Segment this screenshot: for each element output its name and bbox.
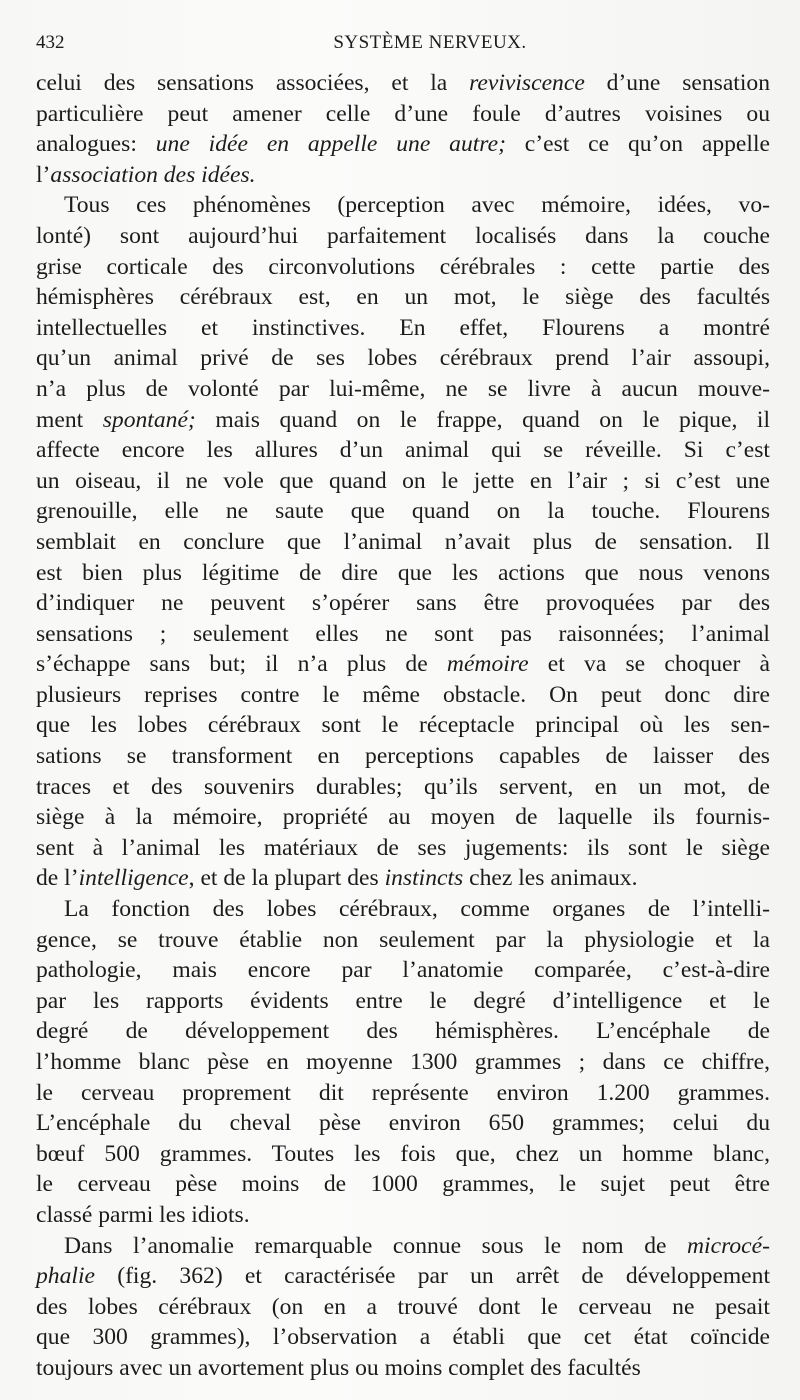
text-run: hémisphères cérébraux est, en un mot, le siège des facultés: [36, 284, 770, 311]
text-run: l’homme blanc pèse en moyenne 1300 grammes ; dans ce chiffre,: [36, 1049, 770, 1075]
text-line: [36, 313, 770, 344]
text-run: chez les animaux.: [463, 865, 638, 892]
text-line: [36, 558, 770, 589]
text-run: qu’un animal privé de ses lobes cérébraux prend l’air assoupi,: [36, 345, 770, 372]
text-run: La fonction des lobes cérébraux, comme organes de l’intelli-: [64, 896, 770, 923]
text-line: [36, 1231, 770, 1262]
italic-run: phalie: [36, 1263, 95, 1290]
text-run: d’une sensation: [584, 70, 771, 96]
text-line: [36, 1047, 770, 1078]
text-line: [36, 1322, 770, 1353]
italic-run: mémoire: [446, 651, 529, 678]
text-line: [36, 374, 770, 405]
text-line: [36, 863, 770, 894]
italic-run: reviviscence: [469, 70, 585, 96]
text-line: [36, 955, 770, 986]
text-run: L’encéphale du cheval pèse environ 650 grammes; celui du: [36, 1110, 770, 1137]
text-run: l’: [36, 161, 51, 188]
text-run: sensations ; seulement elles ne sont pas raisonnées; l’animal: [36, 620, 770, 647]
text-line: [36, 1016, 770, 1047]
text-run: traces et des souvenirs durables; qu’ils servent, en un mot, de: [36, 773, 770, 800]
text-line: [36, 588, 770, 619]
text-line: [36, 343, 770, 374]
text-line: [36, 435, 770, 466]
text-run: gence, se trouve établie non seulement par la physiologie et la: [36, 926, 770, 953]
text-run: toujours avec un avortement plus ou moins complet des facultés: [36, 1354, 641, 1381]
text-line: [36, 1200, 770, 1231]
italic-run: spontané;: [102, 406, 196, 433]
text-line: [36, 649, 770, 680]
text-run: grise corticale des circonvolutions cérébrales : cette partie des: [36, 253, 770, 280]
text-run: de l’: [36, 865, 79, 892]
text-run: c’est ce qu’on appelle: [505, 131, 770, 158]
text-line: [36, 680, 770, 711]
text-run: classé parmi les idiots.: [36, 1201, 250, 1228]
italic-run: une idée en appelle une autre;: [155, 131, 506, 158]
text-line: [36, 190, 770, 221]
text-run: siège à la mémoire, propriété au moyen de laquelle ils fournis-: [36, 804, 770, 831]
running-head: SYSTÈME NERVEUX.: [333, 32, 527, 53]
text-line: [36, 282, 770, 313]
text-run: ment: [36, 406, 103, 433]
text-line: [36, 894, 770, 925]
italic-run: intelligence: [78, 865, 189, 892]
text-line: [36, 68, 770, 99]
text-run: par les rapports évidents entre le degré d’intelligence et le: [36, 987, 770, 1014]
text-run: particulière peut amener celle d’une foule d’autres voisines ou: [36, 100, 770, 127]
text-line: [36, 1261, 770, 1292]
text-run: un oiseau, il ne vole que quand on le jette en l’air ; si c’est une: [36, 467, 770, 494]
text-line: [36, 772, 770, 803]
text-run: le cerveau pèse moins de 1000 grammes, le sujet peut être: [36, 1171, 770, 1198]
text-line: [36, 986, 770, 1017]
text-run: pathologie, mais encore par l’anatomie comparée, c’est-à-dire: [36, 957, 770, 984]
text-run: est bien plus légitime de dire que les actions que nous venons: [36, 559, 770, 586]
text-run: des lobes cérébraux (on en a trouvé dont le cerveau ne pesait: [36, 1293, 770, 1320]
body-text: [36, 68, 770, 1384]
text-line: [36, 741, 770, 772]
text-run: analogues:: [36, 131, 156, 158]
text-run: intellectuelles et instinctives. En effet, Flourens a montré: [36, 314, 770, 341]
text-run: plusieurs reprises contre le même obstacle. On peut donc dire: [36, 681, 770, 708]
text-run: n’a plus de volonté par lui-même, ne se livre à aucun mouve-: [36, 375, 770, 402]
text-line: [36, 833, 770, 864]
text-run: (fig. 362) et caractérisée par un arrêt de développement: [94, 1263, 770, 1290]
text-line: [36, 1108, 770, 1139]
text-run: mais quand on le frappe, quand on le pique, il: [195, 406, 770, 433]
text-line: [36, 1078, 770, 1109]
text-run: que 300 grammes), l’observation a établi que cet état coïncide: [36, 1324, 770, 1351]
text-run: et va se choquer à: [528, 651, 771, 678]
text-run: affecte encore les allures d’un animal qui se réveille. Si c’est: [36, 437, 770, 464]
text-line: [36, 129, 770, 160]
italic-run: microcé-: [687, 1232, 770, 1259]
text-line: [36, 925, 770, 956]
text-run: degré de développement des hémisphères. L’encéphale de: [36, 1018, 770, 1045]
text-line: [36, 1169, 770, 1200]
page-header: [36, 32, 764, 58]
text-run: bœuf 500 grammes. Toutes les fois que, chez un homme blanc,: [36, 1140, 770, 1167]
text-run: s’échappe sans but; il n’a plus de: [36, 651, 447, 678]
text-run: celui des sensations associées, et la: [36, 70, 470, 96]
text-line: [36, 99, 770, 130]
text-run: d’indiquer ne peuvent s’opérer sans être provoquées par des: [36, 590, 770, 617]
text-run: , et de la plupart des: [188, 865, 385, 892]
text-line: [36, 1353, 770, 1384]
text-line: [36, 710, 770, 741]
text-line: [36, 466, 770, 497]
text-run: Tous ces phénomènes (perception avec mémoire, idées, vo-: [64, 192, 770, 219]
text-line: [36, 1292, 770, 1323]
text-run: Dans l’anomalie remarquable connue sous le nom de: [64, 1232, 688, 1259]
paragraph: [36, 894, 770, 1231]
italic-run: instincts: [384, 865, 464, 892]
text-run: sent à l’animal les matériaux de ses jugements: ils sont le siège: [36, 834, 770, 861]
text-run: sations se transforment en perceptions capables de laisser des: [36, 743, 770, 770]
text-line: [36, 527, 770, 558]
text-line: [36, 496, 770, 527]
page-number: 432: [36, 32, 65, 53]
text-line: [36, 405, 770, 436]
text-run: le cerveau proprement dit représente environ 1.200 grammes.: [36, 1079, 770, 1106]
paragraph: [36, 190, 770, 894]
text-run: semblait en conclure que l’animal n’avait plus de sensation. Il: [36, 528, 770, 555]
text-line: [36, 802, 770, 833]
paragraph: [36, 68, 770, 190]
text-line: [36, 160, 770, 191]
text-run: que les lobes cérébraux sont le réceptacle principal où les sen-: [36, 712, 770, 739]
paragraph: [36, 1231, 770, 1384]
italic-run: association des idées.: [50, 161, 256, 188]
text-run: grenouille, elle ne saute que quand on la touche. Flourens: [36, 498, 770, 525]
text-line: [36, 1139, 770, 1170]
text-line: [36, 221, 770, 252]
text-line: [36, 252, 770, 283]
text-line: [36, 619, 770, 650]
text-run: lonté) sont aujourd’hui parfaitement localisés dans la couche: [36, 222, 770, 249]
